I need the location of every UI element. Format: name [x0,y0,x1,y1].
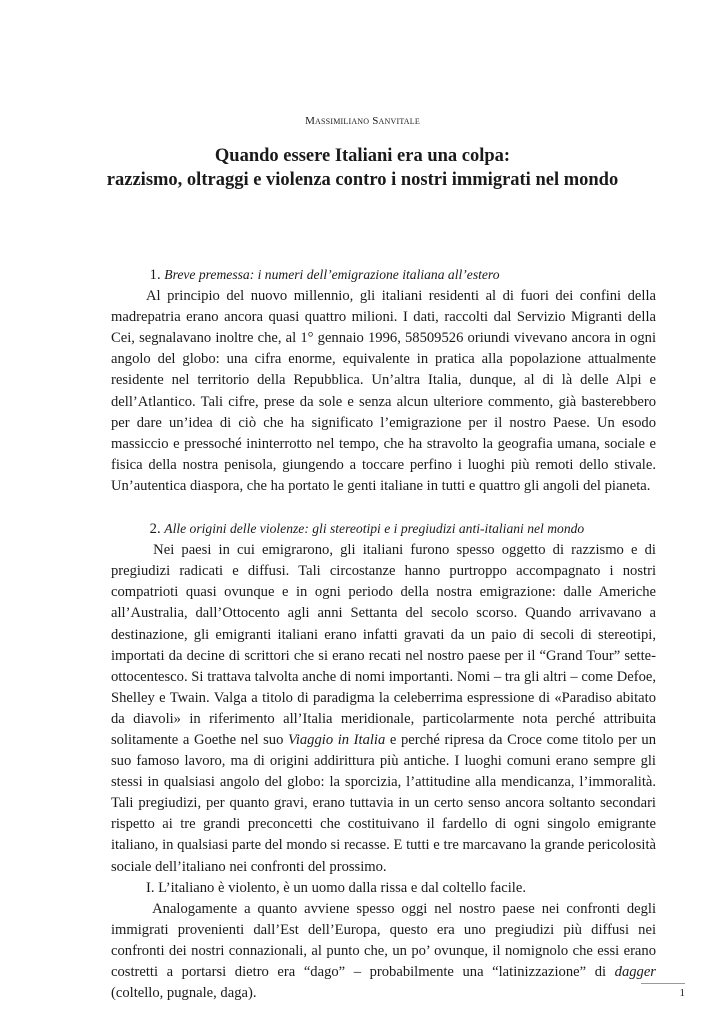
section-1-paragraph: Al principio del nuovo millennio, gli italiani residenti al di fuori dei confini della madrepatria erano ancora quasi quattro milioni. I dati, raccolti dal Servizio Migranti della Cei, segnalavano inoltre che, al 1° gennaio 1996, 58509526 oriundi vivevano ancora in ogni angolo del globo: una cifra enorme, equivalente in pratica alla popolazione attualmente residente nel territorio della Repubblica. Un’altra Italia, dunque, al di là delle Alpi e dell’Atlantico. Tali cifre, prese da sole e senza alcun ulteriore commento, già basterebbero per dare un’idea di ciò che ha significato l’emigrazione per il nostro Paese. Un esodo massiccio e pressoché ininterrotto nel tempo, che ha stravolto la geografia umana, sociale e fisica della nostra penisola, giungendo a toccare perfino i luoghi più remoti dello stivale. Un’autentica diaspora, che ha portato le genti italiane in tutti e quattro gli angoli del pianeta. [111,288,656,494]
section-2-heading [111,518,656,540]
paper-body [111,264,656,1004]
section-gap [111,497,656,518]
author-name: Massimiliano Sanvitale [305,115,420,127]
section-1-number: 1. [149,267,161,283]
page-number: 1 [679,987,685,999]
section-2-paragraph-2-part-2: (coltello, pugnale, daga). [111,985,257,1002]
title-line-2: razzismo, oltraggi e violenza contro i nostri immigrati nel mondo [106,170,619,190]
section-2-paragraph-1-part-1: Nei paesi in cui emigrarono, gli italiani furono spesso oggetto di razzismo e di pregiudizi radicati e diffusi. Tali circostanze hanno purtroppo accompagnato i nostri compatrioti quasi ovunque e in ogni periodo della nostra emigrazione: dalle Americhe all’Australia, dall’Ottocento agli anni Settanta del secolo scorso. Quando arrivavano a destinazione, gli emigranti italiani erano infatti gravati da un paio di secoli di stereotipi, importati da decine di scrittori che si erano recati nel nostro paese per il “Grand Tour” sette-ottocentesco. Si trattava talvolta anche di nomi importanti. Nomi – tra gli altri – come Defoe, Shelley e Twain. Valga a titolo di paradigma la celeberrima espressione di «Paradiso abitato da diavoli» in riferimento all’Italia meridionale, particolarmente nota perché attribuita solitamente a Goethe nel suo [111,542,656,748]
section-2-heading-text: Alle origini delle violenze: gli stereotipi e i pregiudizi anti-italiani nel mondo [164,521,585,537]
section-2-paragraph-2-part-1: Analogamente a quanto avviene spesso oggi nel nostro paese nei confronti degli immigrati provenienti dall’Est dell’Europa, questo era uno pregiudizi più diffusi nei confronti dei nostri connazionali, al punto che, un po’ ovunque, il nomignolo che essi erano costretti a portarsi dietro era “dago” – probabilmente una “latinizzazione” di [111,900,656,980]
dagger-word: dagger [614,964,656,980]
paper-title [0,144,725,192]
book-title: Viaggio in Italia [288,731,386,748]
point-1: I. L’italiano è violento, è un uomo dalla rissa e dal coltello facile. [146,879,526,896]
section-2-paragraph-1-part-2: e perché ripresa da Croce come titolo per un suo famoso lavoro, ma di origini addirittura più antiche. I luoghi comuni erano sempre gli stessi in qualsiasi angolo del globo: la sporcizia, l’attitudine alla mendicanza, l’immoralità. Tali pregiudizi, per quanto gravi, erano tuttavia in un certo senso ancora soltanto secondari rispetto ai tre grandi preconcetti che costituivano il fardello di ogni singolo emigrante italiano, in qualsiasi parte del mondo si recasse. E tutti e tre marcavano la grande pericolosità sociale dell’italiano nei confronti del prossimo. [111,731,657,875]
section-2-number: 2. [149,521,161,538]
section-1-heading-text: Breve premessa: i numeri dell’emigrazione italiana all’estero [164,267,500,282]
section-2-paragraph-1 [111,540,656,878]
title-line-1: Quando essere Italiani era una colpa: [214,146,511,166]
section-1-heading [111,264,656,286]
section-2-paragraph-2 [111,899,656,1004]
footer-rule [641,983,685,984]
